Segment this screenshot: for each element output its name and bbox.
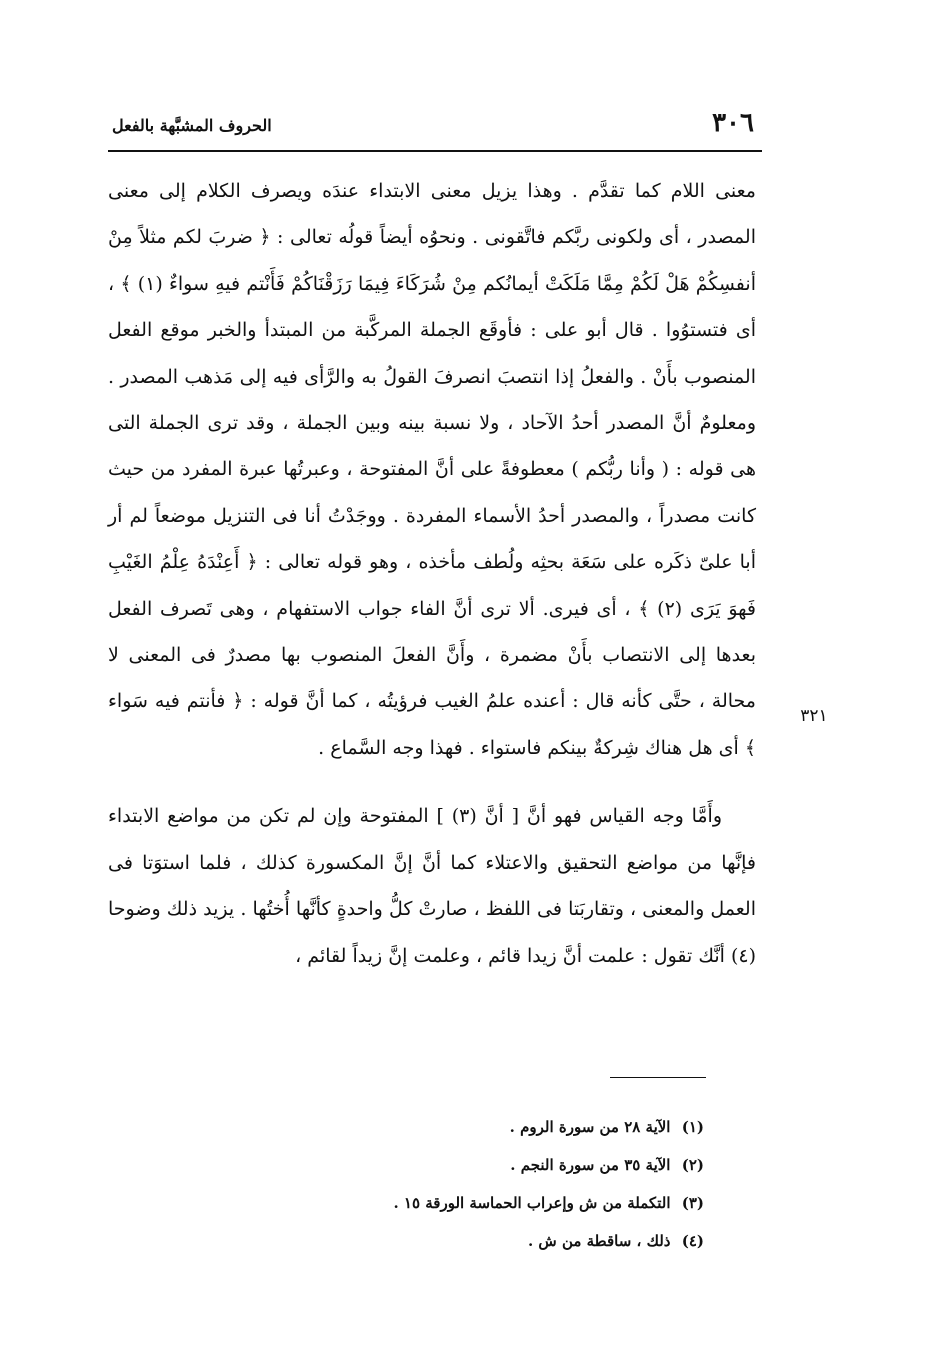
margin-page-reference: ٣٢١	[800, 706, 828, 726]
footnote-item	[300, 1146, 704, 1184]
paragraph: وأَمَّا وجه القياس فهو أنَّ [ أنَّ (٣) ] المفتوحة وإن لم تكن من مواضع الابتداء فإنَّها من مواضع التحقيق والاعتلاء كما أنَّ إنَّ المكسورة كذلك ، فلما استوَتا فى العمل والمعنى ، وتقاربَتا فى اللفظ ، صارتْ كلُّ واحدةٍ كأنَّها أُختُها . يزيد ذلك وضوحا (٤) أنَّك تقول : علمت أنَّ زيدا قائم ، وعلمت إنَّ زيداً لقائم ،	[108, 805, 756, 967]
footnote-text: التكملة من ش وإعراب الحماسة الورقة ١٥ .	[393, 1194, 671, 1212]
footnotes-list	[300, 1108, 704, 1260]
footnote-number: (١)	[681, 1118, 704, 1136]
running-header	[108, 104, 762, 144]
page-number: ٣٠٦	[712, 108, 754, 138]
main-text	[108, 168, 756, 979]
footnote-divider	[610, 1077, 706, 1078]
paragraph: معنى اللام كما تقدَّم . وهذا يزيل معنى الابتداء عندَه ويصرف الكلام إلى معنى المصدر ، أى ولكونى ربَّكم فاتَّقونى . ونحوُه أيضاً قولُه تعالى : ﴿ ضربَ لكم مثلاً مِنْ أنفسِكُمْ هَلْ لَكُمْ مِمَّا مَلَكَتْ أيمانُكم مِنْ شُرَكَاءَ فِيمَا رَزَقْنَاكُمْ فَأَنْتم فيهِ سواءٌ (١) ﴾ ، أى فتستوُوا . قال أبو على : فأوقَع الجملة المركَّبة من المبتدأ والخبر موقع الفعل المنصوب بأَنْ . والفعلُ إذا انتصبَ انصرفَ القولُ به والرَّأى فيه إلى مَذهب المصدر . ومعلومٌ أنَّ المصدر أحدُ الآحاد ، ولا نسبة بينه وبين الجملة ، وقد ترى الجملة التى هى قوله : ( وأنا ربُّكم ) معطوفةً على أنَّ المفتوحة ، وعبرتُها عبرة المفرد من حيث كانت مصدراً ، والمصدر أحدُ الأسماء المفردة . ووجَدْتُ أنا فى التنزيل موضعاً لم أر أبا علىّ ذكَره على سَعَة بحثِه ولُطف مأخذه ، وهو قوله تعالى : ﴿ أَعِنْدَهُ عِلْمُ الغَيْبِ فَهوَ يَرَى (٢) ﴾ ، أى فيرى. ألا ترى أنَّ الفاء جواب الاستفهام ، وهى تَصرف الفعل بعدها إلى الانتصاب بأَنْ مضمرة ، وأَنَّ الفعلَ المنصوب بها مصدرٌ فى المعنى لا محالة ، حتَّى كأنه قال : أعنده علمُ الغيب فرؤيتُه ، كما أنَّ قوله : ﴿ فأنتم فيه سَواء ﴾ أى هل هناك شِركةٌ بينكم فاستواء . فهذا وجه السَّماع .	[108, 180, 756, 759]
footnote-item	[300, 1222, 704, 1260]
footnote-text: الآية ٢٨ من سورة الروم .	[509, 1118, 671, 1136]
footnote-number: (٢)	[681, 1156, 704, 1174]
footnote-number: (٣)	[681, 1194, 704, 1212]
footnote-item	[300, 1184, 704, 1222]
footnote-item	[300, 1108, 704, 1146]
footnote-number: (٤)	[681, 1232, 704, 1250]
footnote-text: ذلك ، ساقطة من ش .	[527, 1232, 671, 1250]
running-title: الحروف المشبَّهة بالفعل	[112, 116, 272, 135]
header-divider	[108, 150, 762, 152]
footnote-text: الآية ٣٥ من سورة النجم .	[510, 1156, 671, 1174]
